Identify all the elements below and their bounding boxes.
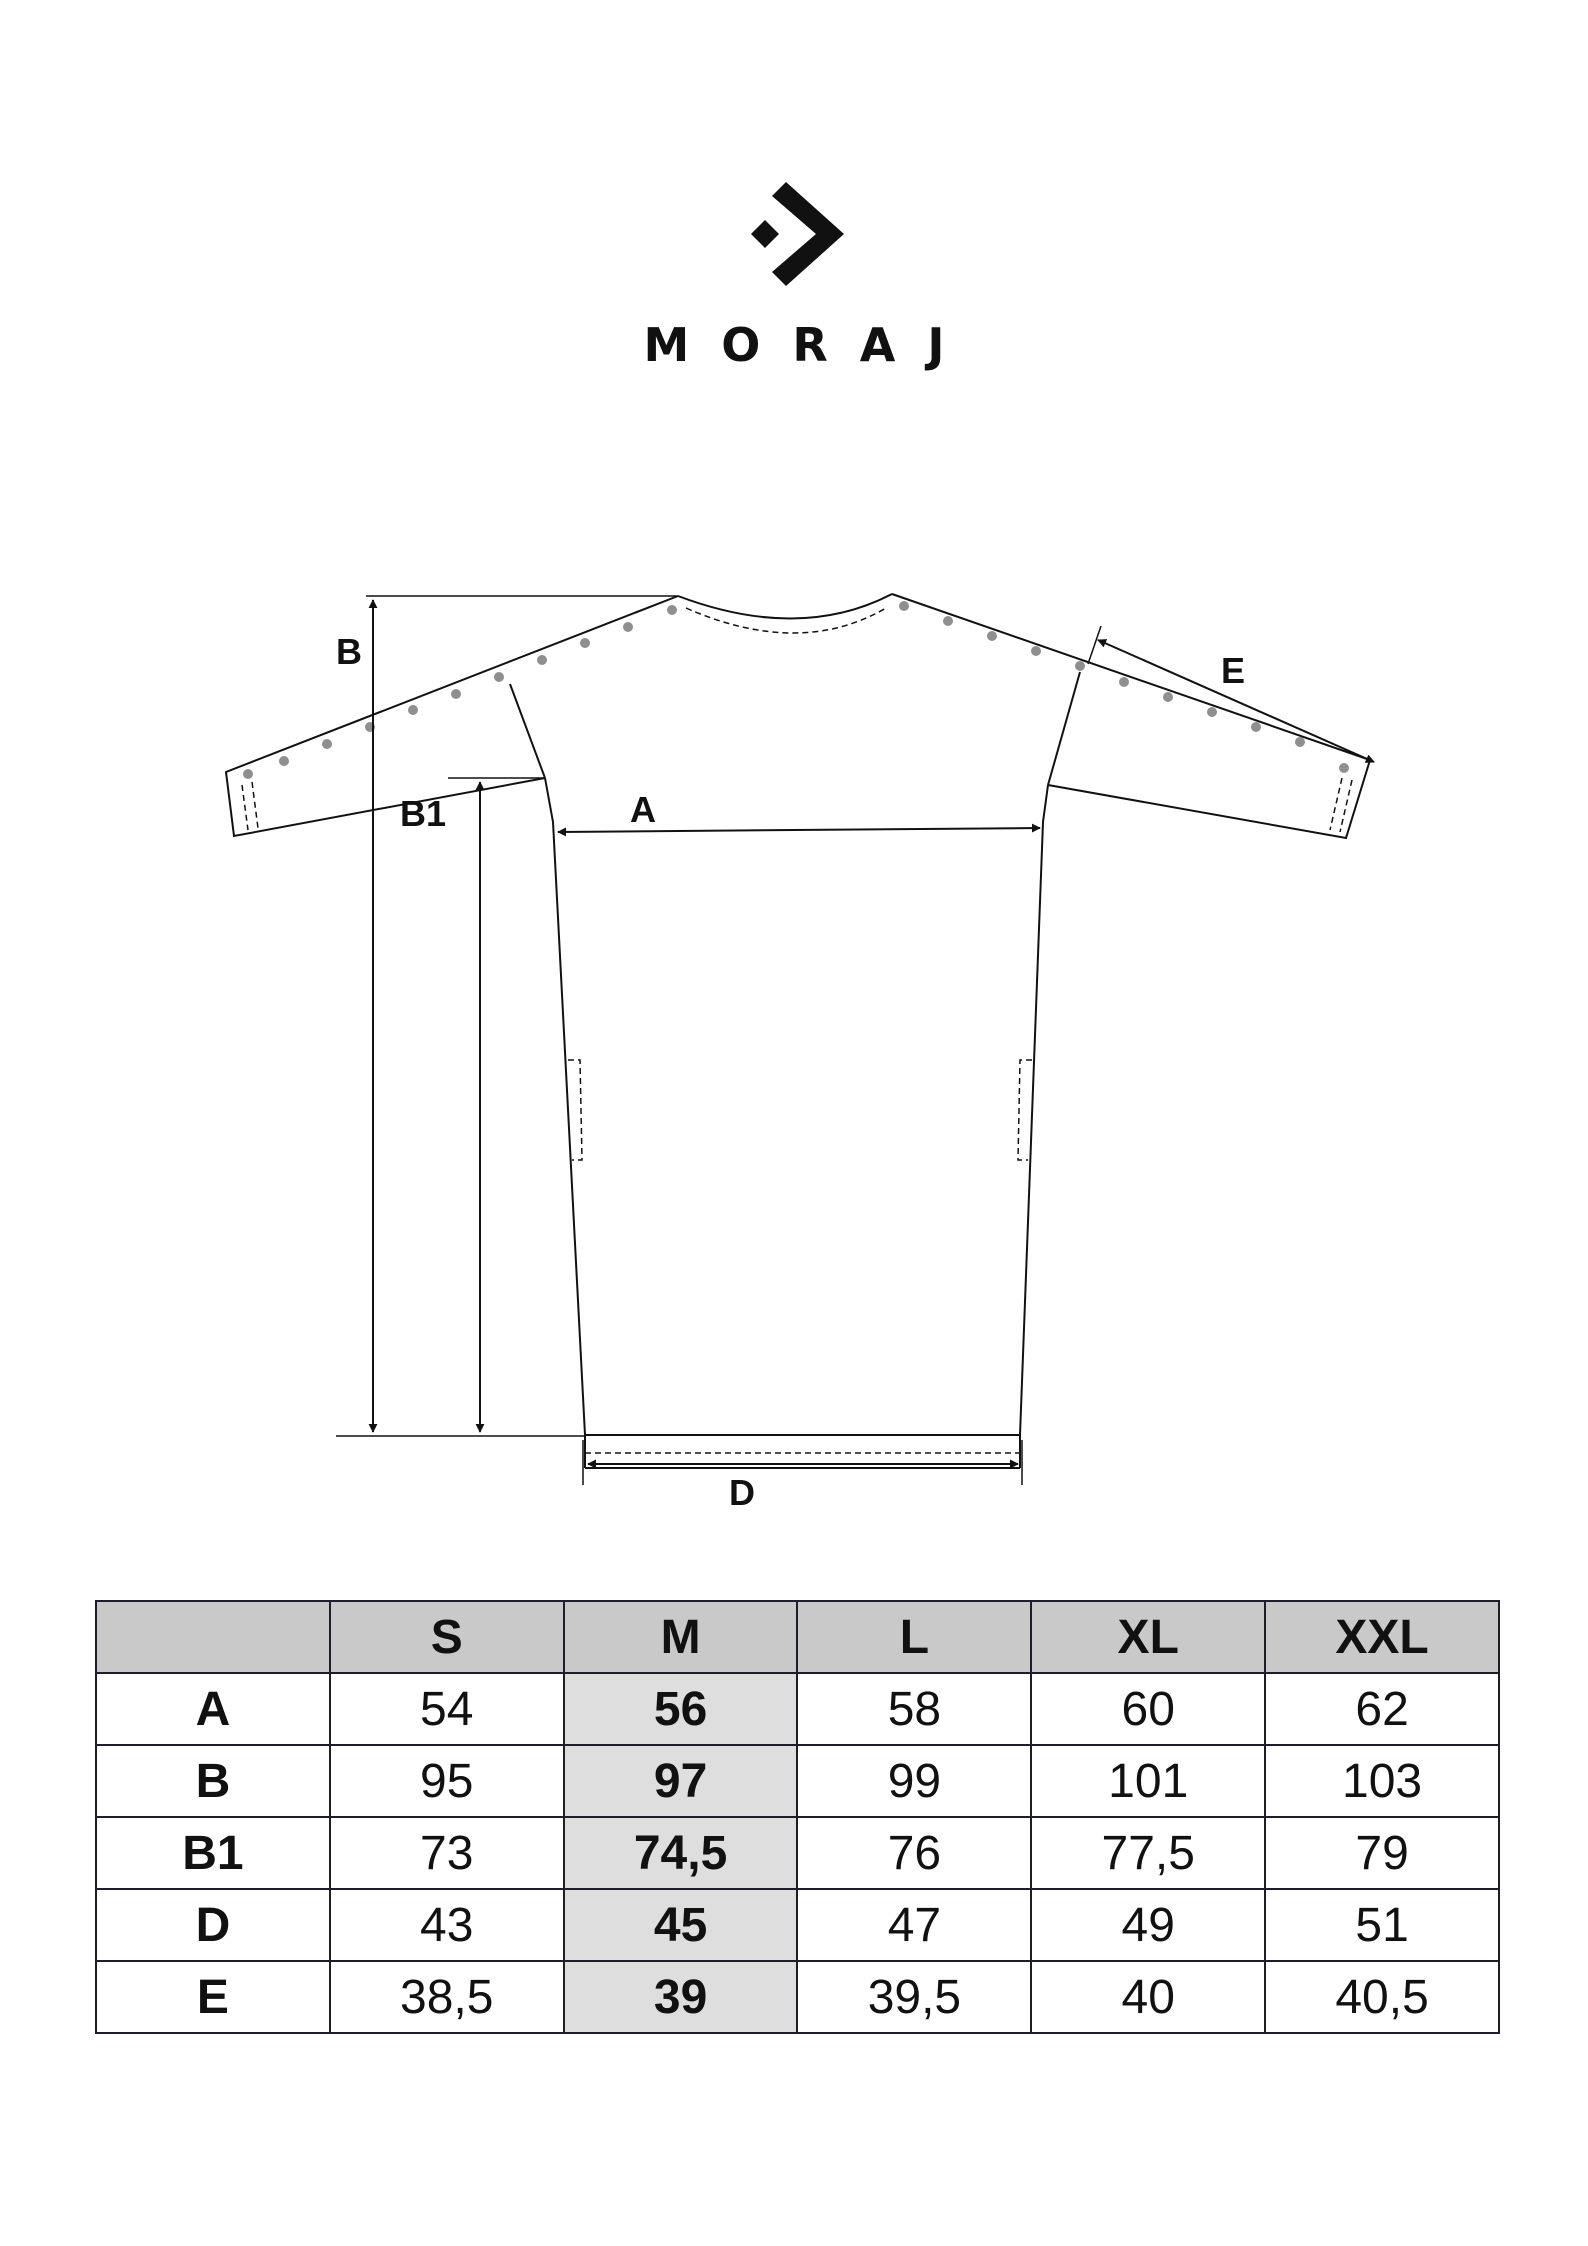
table-cell: 40 <box>1031 1961 1265 2033</box>
table-cell: 76 <box>797 1817 1031 1889</box>
table-cell: 54 <box>330 1673 564 1745</box>
table-cell-highlight: 56 <box>564 1673 798 1745</box>
table-cell: 40,5 <box>1265 1961 1499 2033</box>
right-armhole-seam <box>1048 672 1080 785</box>
size-header-xl: XL <box>1031 1601 1265 1673</box>
table-cell: 58 <box>797 1673 1031 1745</box>
label-b: B <box>336 631 362 672</box>
label-a: A <box>630 789 656 830</box>
table-cell: 47 <box>797 1889 1031 1961</box>
brand-logo <box>0 170 1588 380</box>
table-cell: 95 <box>330 1745 564 1817</box>
table-header-row <box>96 1601 1499 1673</box>
left-cuff-stitch-2 <box>252 782 258 828</box>
table-cell: 49 <box>1031 1889 1265 1961</box>
table-cell-highlight: 97 <box>564 1745 798 1817</box>
row-label: B <box>96 1745 330 1817</box>
dimension-labels <box>336 631 1245 1513</box>
table-cell: 79 <box>1265 1817 1499 1889</box>
table-row <box>96 1889 1499 1961</box>
brand-name: MORAJ <box>643 318 977 372</box>
label-e: E <box>1221 650 1246 691</box>
sleeve-dot-trim <box>243 601 1349 779</box>
size-header-m: M <box>564 1601 798 1673</box>
table-cell-highlight: 39 <box>564 1961 798 2033</box>
row-label: B1 <box>96 1817 330 1889</box>
size-header-l: L <box>797 1601 1031 1673</box>
table-cell: 60 <box>1031 1673 1265 1745</box>
table-row <box>96 1745 1499 1817</box>
garment-outline <box>226 594 1370 1468</box>
right-body-side <box>1020 785 1048 1468</box>
table-cell: 62 <box>1265 1673 1499 1745</box>
label-b1: B1 <box>400 793 447 834</box>
size-header-s: S <box>330 1601 564 1673</box>
table-cell: 103 <box>1265 1745 1499 1817</box>
table-cell-highlight: 45 <box>564 1889 798 1961</box>
neckline-stitch <box>686 608 886 633</box>
moraj-chevron-logo-icon <box>748 182 856 286</box>
table-cell: 99 <box>797 1745 1031 1817</box>
row-label: D <box>96 1889 330 1961</box>
table-cell: 77,5 <box>1031 1817 1265 1889</box>
garment-measurement-diagram <box>0 560 1588 1520</box>
row-label: E <box>96 1961 330 2033</box>
table-cell: 39,5 <box>797 1961 1031 2033</box>
measurement-guides <box>336 596 1022 1485</box>
left-sleeve <box>226 596 678 836</box>
table-row <box>96 1817 1499 1889</box>
table-cell: 43 <box>330 1889 564 1961</box>
neckline <box>678 594 892 619</box>
table-cell: 51 <box>1265 1889 1499 1961</box>
table-cell-highlight: 74,5 <box>564 1817 798 1889</box>
measurement-arrows <box>373 600 1374 1464</box>
left-armhole-seam <box>510 684 545 778</box>
table-cell: 101 <box>1031 1745 1265 1817</box>
table-cell: 73 <box>330 1817 564 1889</box>
size-chart-table <box>95 1600 1500 2034</box>
table-row <box>96 1673 1499 1745</box>
table-row <box>96 1961 1499 2033</box>
right-sleeve <box>892 594 1370 838</box>
left-cuff-stitch <box>242 785 248 830</box>
table-cell: 38,5 <box>330 1961 564 2033</box>
label-d: D <box>729 1472 755 1513</box>
right-cuff-stitch-2 <box>1330 778 1342 830</box>
row-label: A <box>96 1673 330 1745</box>
size-header-xxl: XXL <box>1265 1601 1499 1673</box>
table-corner-cell <box>96 1601 330 1673</box>
left-body-side <box>545 778 585 1468</box>
